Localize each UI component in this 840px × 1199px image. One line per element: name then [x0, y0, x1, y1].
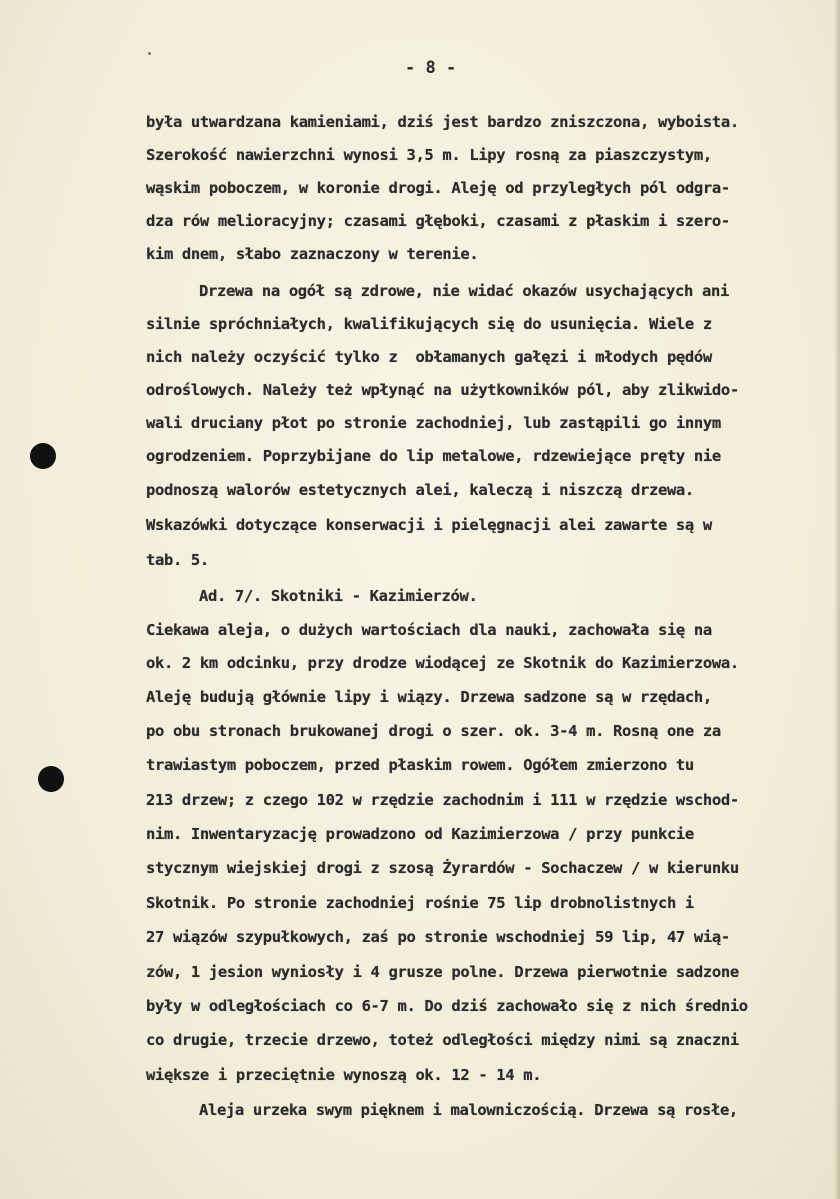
text-line: zów, 1 jesion wyniosły i 4 grusze polne. Drzewa pierwotnie sadzone: [146, 963, 739, 981]
text-line: stycznym wiejskiej drogi z szosą Żyrardów - Sochaczew / w kierunku: [146, 859, 739, 877]
text-line: tab. 5.: [146, 551, 209, 569]
page-edge-shadow: [834, 0, 840, 1199]
text-line: 213 drzew; z czego 102 w rzędzie zachodnim i 111 w rzędzie wschod-: [146, 791, 739, 809]
text-line: Ciekawa aleja, o dużych wartościach dla nauki, zachowała się na: [146, 621, 712, 639]
punch-hole-bottom: [38, 766, 64, 792]
text-line: Wskazówki dotyczące konserwacji i pielęgnacji alei zawarte są w: [146, 516, 712, 534]
text-line: nim. Inwentaryzację prowadzono od Kazimierzowa / przy punkcie: [146, 825, 694, 843]
text-line: dza rów melioracyjny; czasami głęboki, czasami z płaskim i szero-: [146, 212, 730, 230]
text-line: była utwardzana kamieniami, dziś jest bardzo zniszczona, wyboista.: [146, 113, 739, 131]
text-line: podnoszą walorów estetycznych alei, kaleczą i niszczą drzewa.: [146, 481, 694, 499]
text-line: Aleję budują głównie lipy i wiązy. Drzewa sadzone są w rzędach,: [146, 688, 712, 706]
punch-hole-top: [30, 443, 56, 469]
text-line: Drzewa na ogół są zdrowe, nie widać okazów usychających ani: [199, 282, 729, 300]
text-line: co drugie, trzecie drzewo, toteż odległości między nimi są znaczni: [146, 1031, 739, 1049]
text-line: Skotnik. Po stronie zachodniej rośnie 75 lip drobnolistnych i: [146, 894, 694, 912]
text-line: po obu stronach brukowanej drogi o szer. ok. 3-4 m. Rosną one za: [146, 722, 721, 740]
text-line: Szerokość nawierzchni wynosi 3,5 m. Lipy rosną za piaszczystym,: [146, 146, 712, 164]
page-number: - 8 -: [405, 58, 457, 78]
text-line: wąskim poboczem, w koronie drogi. Aleję od przyległych pól odgra-: [146, 179, 730, 197]
paper-speck: [148, 52, 151, 55]
text-line: były w odległościach co 6-7 m. Do dziś zachowało się z nich średnio: [146, 997, 748, 1015]
text-line: silnie spróchniałych, kwalifikujących się do usunięcia. Wiele z: [146, 315, 712, 333]
text-line: odroślowych. Należy też wpłynąć na użytkowników pól, aby zlikwido-: [146, 381, 739, 399]
text-line: nich należy oczyścić tylko z obłamanych gałęzi i młodych pędów: [146, 348, 712, 366]
text-line: Aleja urzeka swym pięknem i malowniczością. Drzewa są rosłe,: [199, 1101, 738, 1119]
text-line: 27 wiązów szypułkowych, zaś po stronie wschodniej 59 lip, 47 wią-: [146, 928, 730, 946]
text-line: kim dnem, słabo zaznaczony w terenie.: [146, 245, 479, 263]
section-heading: Ad. 7/. Skotniki - Kazimierzów.: [199, 587, 478, 605]
text-line: trawiastym poboczem, przed płaskim rowem. Ogółem zmierzono tu: [146, 756, 694, 774]
text-line: ok. 2 km odcinku, przy drodze wiodącej ze Skotnik do Kazimierzowa.: [146, 654, 739, 672]
text-line: ogrodzeniem. Poprzybijane do lip metalowe, rdzewiejące pręty nie: [146, 447, 721, 465]
text-line: większe i przeciętnie wynoszą ok. 12 - 14 m.: [146, 1066, 542, 1084]
text-line: wali druciany płot po stronie zachodniej, lub zastąpili go innym: [146, 414, 721, 432]
